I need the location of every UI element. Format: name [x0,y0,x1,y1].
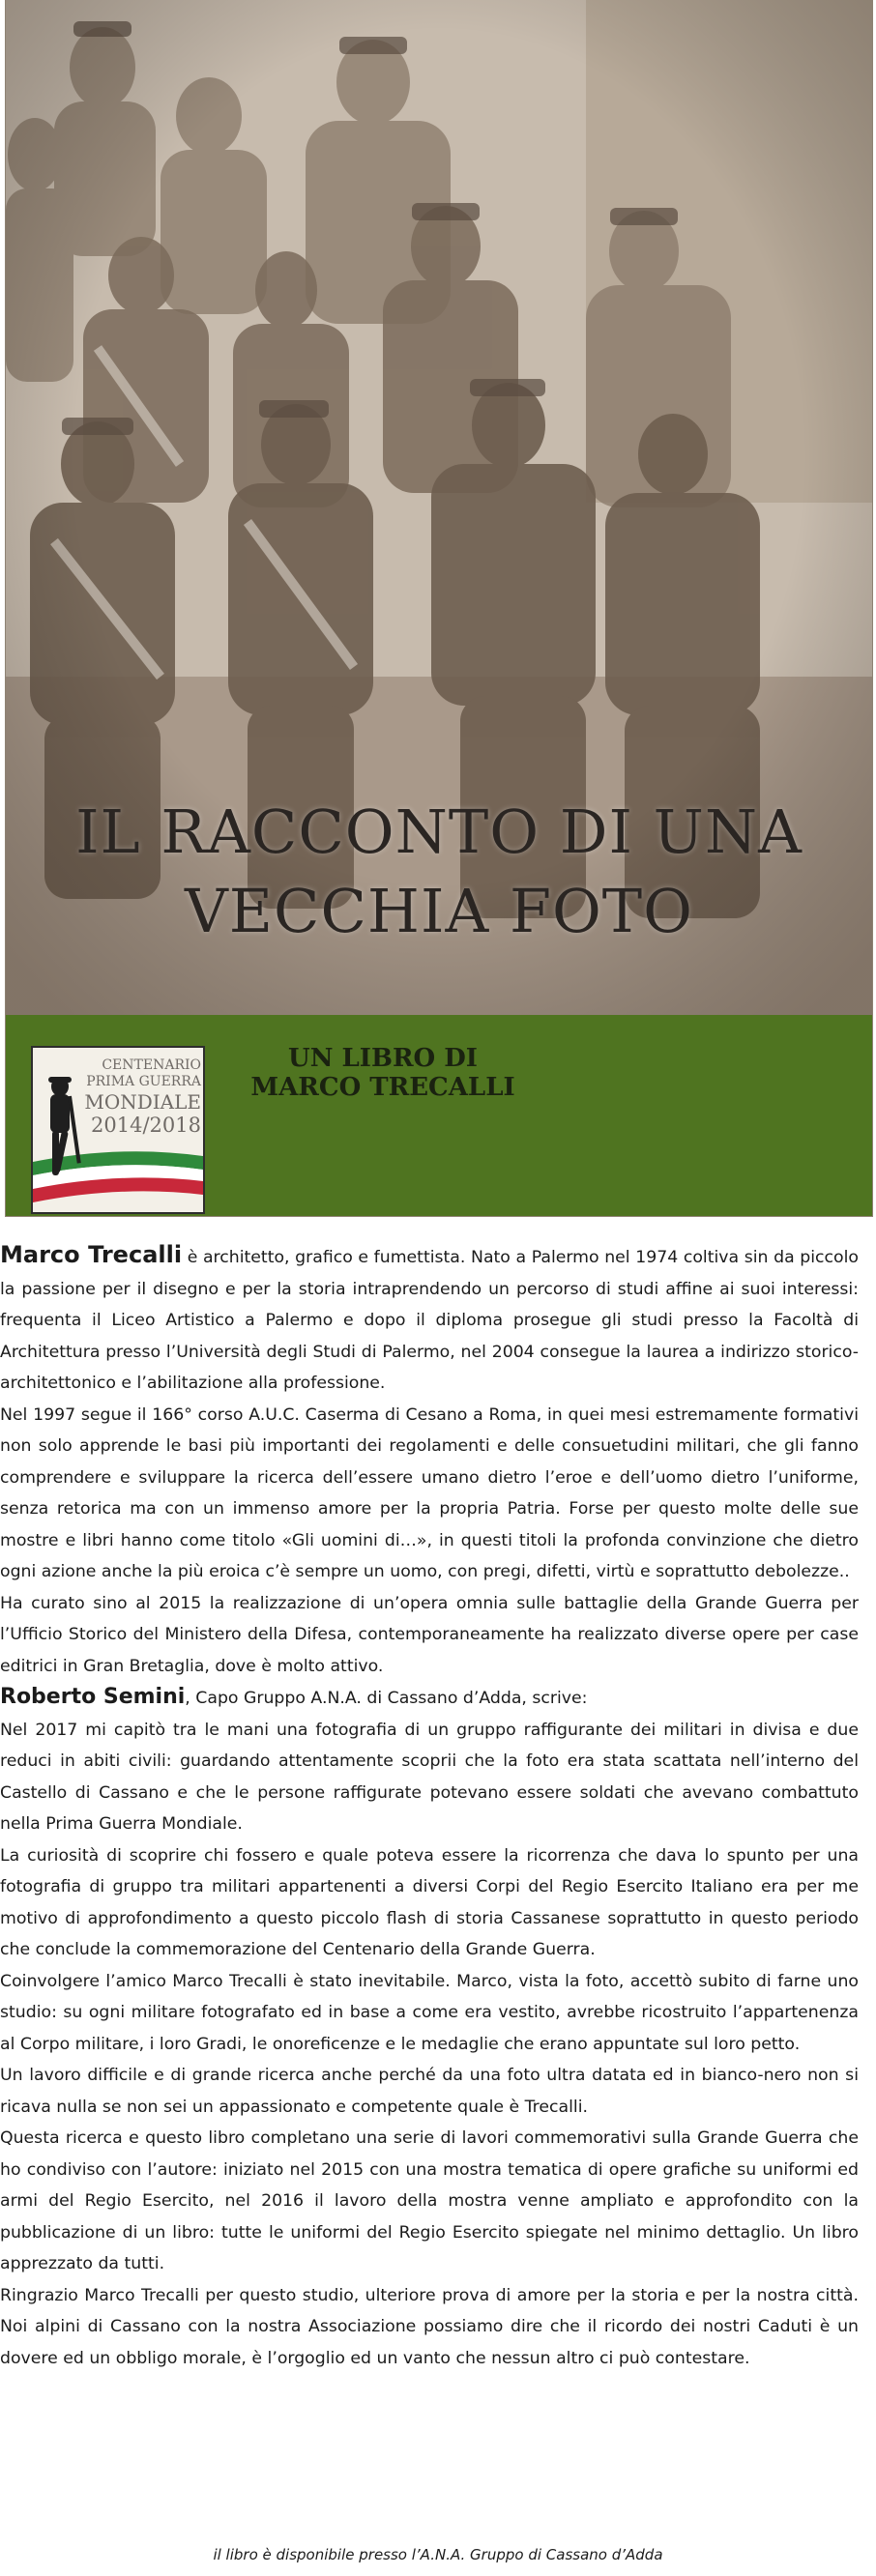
cover-author-line-1: UN LIBRO DI [288,1044,478,1073]
author-name: Marco Trecalli [0,1241,183,1268]
intro-paragraph-5: Questa ricerca e questo libro completano una serie di lavori commemorativi sulla Grande Guerra che ho condiviso con l’autore: iniziato nel 2015 con una mostra tematica di opere grafiche su uniformi ed armi del Regio Esercito, nel 2016 il lavoro della mostra venne ampliato e approfondito con la pubblicazione di un libro: tutte le uniformi del Regio Esercito spiegate nel minimo dettaglio. Un libro apprezzato da tutti. [0,2128,859,2273]
availability-note: il libro è disponibile presso l’A.N.A. Gruppo di Cassano d’Adda [213,2546,663,2563]
group-photo [6,0,872,1015]
intro-paragraph-1: Nel 2017 mi capitò tra le mani una fotografia di un gruppo raffigurante dei militari in divisa e due reduci in abiti civili: guardando attentamente scoprii che la foto era stata scattata nell’interno del Castello di Cassano e che le persone raffigurate potevano essere soldati che avevano combattuto nella Prima Guerra Mondiale. [0,1720,859,1834]
logo-line-1: CENTENARIO [102,1057,201,1073]
bio-paragraph-1-text: è architetto, grafico e fumettista. Nato a Palermo nel 1974 coltiva sin da piccolo la passione per il disegno e per la storia intraprendendo un percorso di studi affine ai suoi interessi: frequenta il Liceo Artistico a Palermo e dopo il diploma prosegue gli studi presso la Facoltà di Architettura presso l’Università degli Studi di Palermo, nel 2004 consegue la laurea a indirizzo storico-architettonico e l’abilitazione alla professione. [0,1248,859,1393]
intro-paragraph-3: Coinvolgere l’amico Marco Trecalli è stato inevitabile. Marco, vista la foto, accettò subito di farne uno studio: su ogni militare fotografato ed in base a come era vestito, avrebbe ricostruito l’appartenenza al Corpo militare, i loro Gradi, le onoreficenze e le medaglie che erano appuntate sul loro petto. [0,1971,859,2054]
book-cover [6,0,872,1216]
cover-author-credit [238,1044,528,1102]
intro-paragraph-6: Ringrazio Marco Trecalli per questo studio, ulteriore prova di amore per la storia e per la nostra città. Noi alpini di Cassano con la nostra Associazione possiamo dire che il ricordo dei nostri Caduti è un dovere ed un obbligo morale, è l’orgoglio ed un vanto che nessun altro ci può contestare. [0,2285,859,2368]
article-body [0,1239,859,2374]
logo-line-3: MONDIALE [84,1090,201,1114]
bio-paragraph-3: Ha curato sino al 2015 la realizzazione di un’opera omnia sulle battaglie della Grande Guerra per l’Ufficio Storico del Ministero della Difesa, contemporaneamente ha realizzato diverse opere per case editrici in Gran Bretaglia, dove è molto attivo. [0,1593,859,1676]
intro-paragraph-2: La curiosità di scoprire chi fossero e quale poteva essere la ricorrenza che dava lo spunto per una fotografia di gruppo tra militari appartenenti a diversi Corpi del Regio Esercito Italiano era per me motivo di approfondimento a questo piccolo flash di storia Cassanese soprattutto in questo periodo che conclude la commemorazione del Centenario della Grande Guerra. [0,1845,859,1959]
logo-line-2: PRIMA GUERRA [86,1074,201,1089]
bio-paragraph-2: Nel 1997 segue il 166° corso A.U.C. Caserma di Cesano a Roma, in quei mesi estremamente formativi non solo apprende le basi più importanti dei regolamenti e delle consuetudini militari, che gli fanno comprendere e sviluppare la ricerca dell’essere umano dietro l’eroe e dell’uomo dietro l’uniforme, senza retorica ma con un immenso amore per la propria Patria. Forse per questo molte delle sue mostre e libri hanno come titolo «Gli uomini di…», in questi titoli la profonda convinzione che dietro ogni azione anche la più eroica c’è sempre un uomo, con pregi, difetti, virtù e soprattutto debolezze.. [0,1404,859,1581]
centenary-logo [31,1046,205,1214]
cover-title-line-1: IL RACCONTO DI UNA [75,796,803,867]
bio-paragraph-1 [0,1239,859,1400]
cover-title-line-2: VECCHIA FOTO [185,876,693,946]
cover-author-line-2: MARCO TRECALLI [250,1073,515,1102]
cover-title [6,793,872,951]
cover-green-band [6,1015,872,1216]
intro-author-name: Roberto Semini [0,1685,186,1709]
intro-heading-text: , Capo Gruppo A.N.A. di Cassano d’Adda, scrive: [185,1689,588,1708]
logo-line-4: 2014/2018 [91,1114,201,1137]
intro-paragraph-4: Un lavoro difficile e di grande ricerca anche perché da una foto ultra datata ed in bianco-nero non si ricava nulla se non sei un appassionato e competente quale è Trecalli. [0,2066,859,2117]
intro-heading [0,1682,859,1715]
centenary-logo-text [79,1057,201,1138]
